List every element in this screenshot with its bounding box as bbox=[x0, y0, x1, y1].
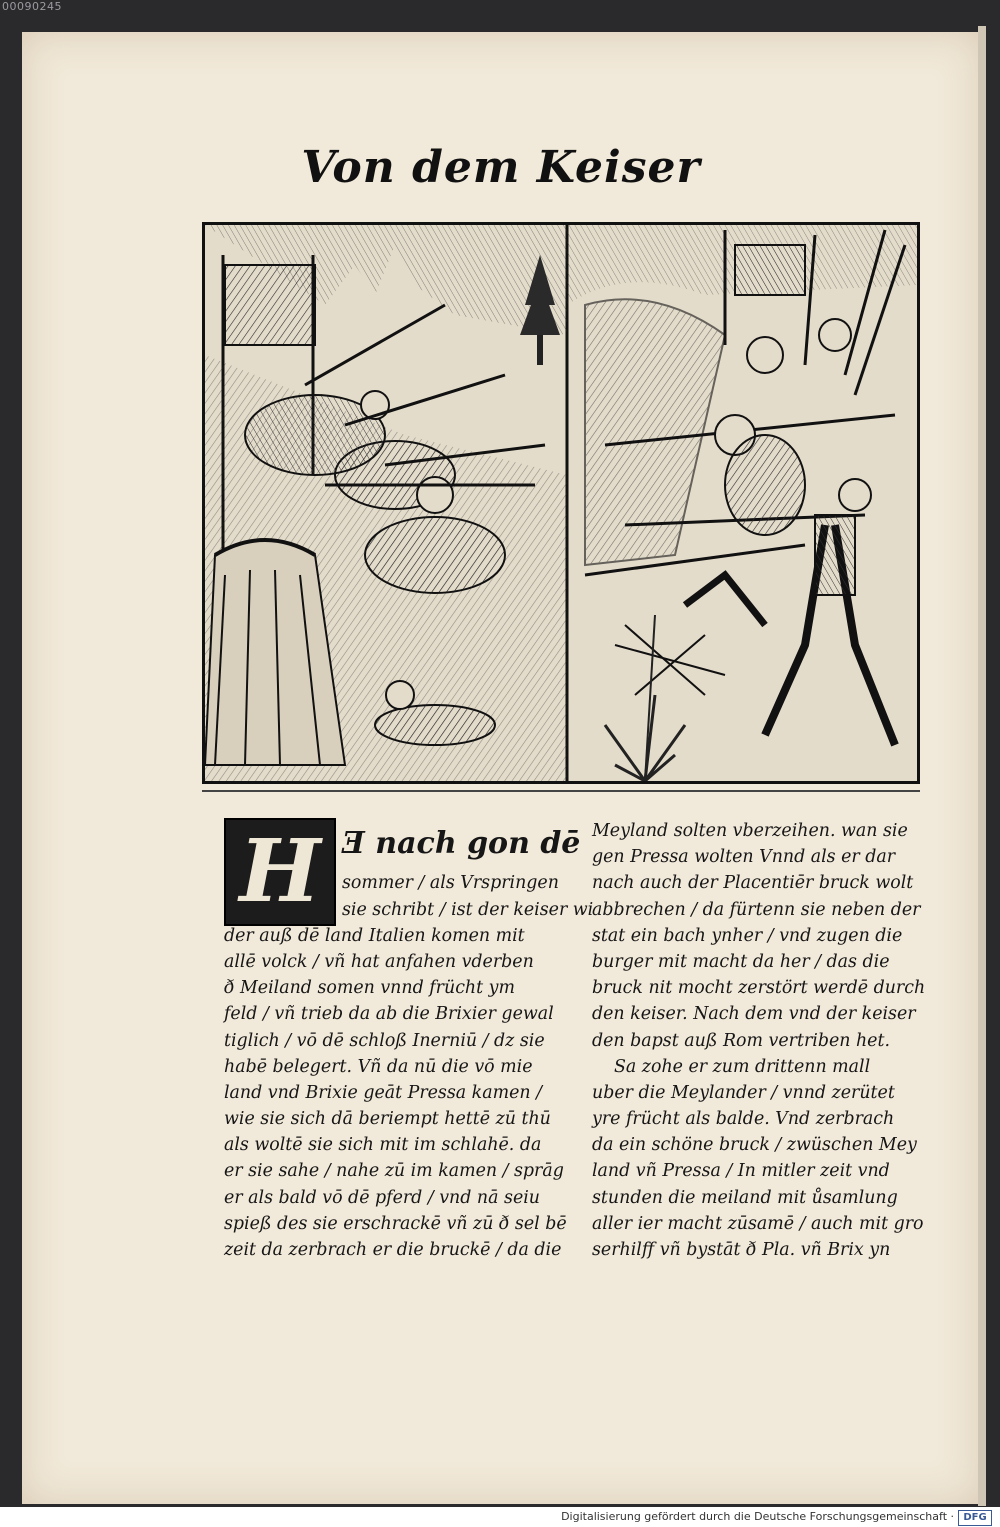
text-line: Sa zohe er zum drittenn mall bbox=[614, 1056, 871, 1077]
text-column-right bbox=[592, 818, 942, 1263]
text-line: den bapst auß Rom vertriben het. bbox=[592, 1030, 890, 1051]
text-line: wie sie sich dā beriempt hettē zū thū bbox=[224, 1109, 551, 1130]
text-line: uber die Meylander / vnnd zerütet bbox=[592, 1082, 895, 1103]
text-line: spieß des sie erschrackē vñ zū ð sel bē bbox=[224, 1213, 567, 1234]
initial-letter: H bbox=[239, 820, 321, 922]
text-line: burger mit macht da her / das die bbox=[592, 951, 890, 972]
text-line: da ein schöne bruck / zwüschen Mey bbox=[592, 1135, 917, 1156]
text-line: der auß dē land Italien komen mit bbox=[224, 925, 525, 946]
text-line: als woltē sie sich mit im schlahē. da bbox=[224, 1135, 542, 1156]
woodcut-illustration bbox=[202, 222, 920, 784]
text-line: feld / vñ trieb da ab die Brixier gewal bbox=[224, 1004, 554, 1025]
text-line: sie schribt / ist der keiser wi bbox=[342, 899, 594, 920]
separator-rule bbox=[202, 790, 920, 792]
text-line: land vñ Pressa / In mitler zeit vnd bbox=[592, 1161, 890, 1182]
decorated-initial bbox=[224, 818, 336, 926]
text-line: er sie sahe / nahe zū im kamen / sprāg bbox=[224, 1161, 564, 1182]
text-line: stat ein bach ynher / vnd zugen die bbox=[592, 925, 903, 946]
text-line: zeit da zerbrach er die bruckē / da die bbox=[224, 1240, 562, 1261]
text-line: serhilff vñ bystāt ð Pla. vñ Brix yn bbox=[592, 1240, 891, 1260]
text-line: habē belegert. Vñ da nū die vō mie bbox=[224, 1056, 533, 1077]
book-page bbox=[22, 32, 980, 1504]
text-line: gen Pressa wolten Vnnd als er dar bbox=[592, 847, 896, 868]
text-line: er als bald vō dē pferd / vnd nā seiu bbox=[224, 1187, 540, 1208]
running-head: Von dem Keiser bbox=[301, 142, 701, 193]
text-line: den keiser. Nach dem vnd der keiser bbox=[592, 1004, 916, 1025]
text-line: Ǝ nach gon dē bbox=[342, 826, 581, 861]
page-edge bbox=[978, 26, 986, 1506]
text-line: bruck nit mocht zerstört werdē durch bbox=[592, 978, 926, 999]
text-line: yre frücht als balde. Vnd zerbrach bbox=[592, 1109, 895, 1130]
text-line: allē volck / vñ hat anfahen vderben bbox=[224, 951, 534, 972]
text-line: land vnd Brixie geāt Pressa kamen / bbox=[224, 1082, 542, 1103]
text-line: Meyland solten vberzeihen. wan sie bbox=[592, 821, 908, 841]
text-line: stunden die meiland mit ůsamlung bbox=[592, 1187, 898, 1208]
text-line: abbrechen / da fürtenn sie neben der bbox=[592, 899, 921, 920]
text-line: nach auch der Placentiēr bruck wolt bbox=[592, 873, 914, 894]
text-line: ð Meiland somen vnnd frücht ym bbox=[224, 978, 515, 999]
woodcut-battle-scene-icon bbox=[205, 225, 917, 781]
text-line: sommer / als Vrspringen bbox=[342, 873, 559, 894]
text-line: aller ier macht zūsamē / auch mit gro bbox=[592, 1213, 924, 1234]
footer-bar bbox=[0, 1507, 1000, 1527]
dfg-logo-icon: DFG bbox=[958, 1510, 992, 1526]
text-line: tiglich / vō dē schloß Inerniū / dz sie bbox=[224, 1030, 545, 1051]
funding-credit: Digitalisierung gefördert durch die Deutsche Forschungsgemeinschaft · bbox=[561, 1510, 954, 1523]
text-column-left bbox=[224, 818, 594, 1263]
scan-id: 00090245 bbox=[2, 0, 62, 13]
